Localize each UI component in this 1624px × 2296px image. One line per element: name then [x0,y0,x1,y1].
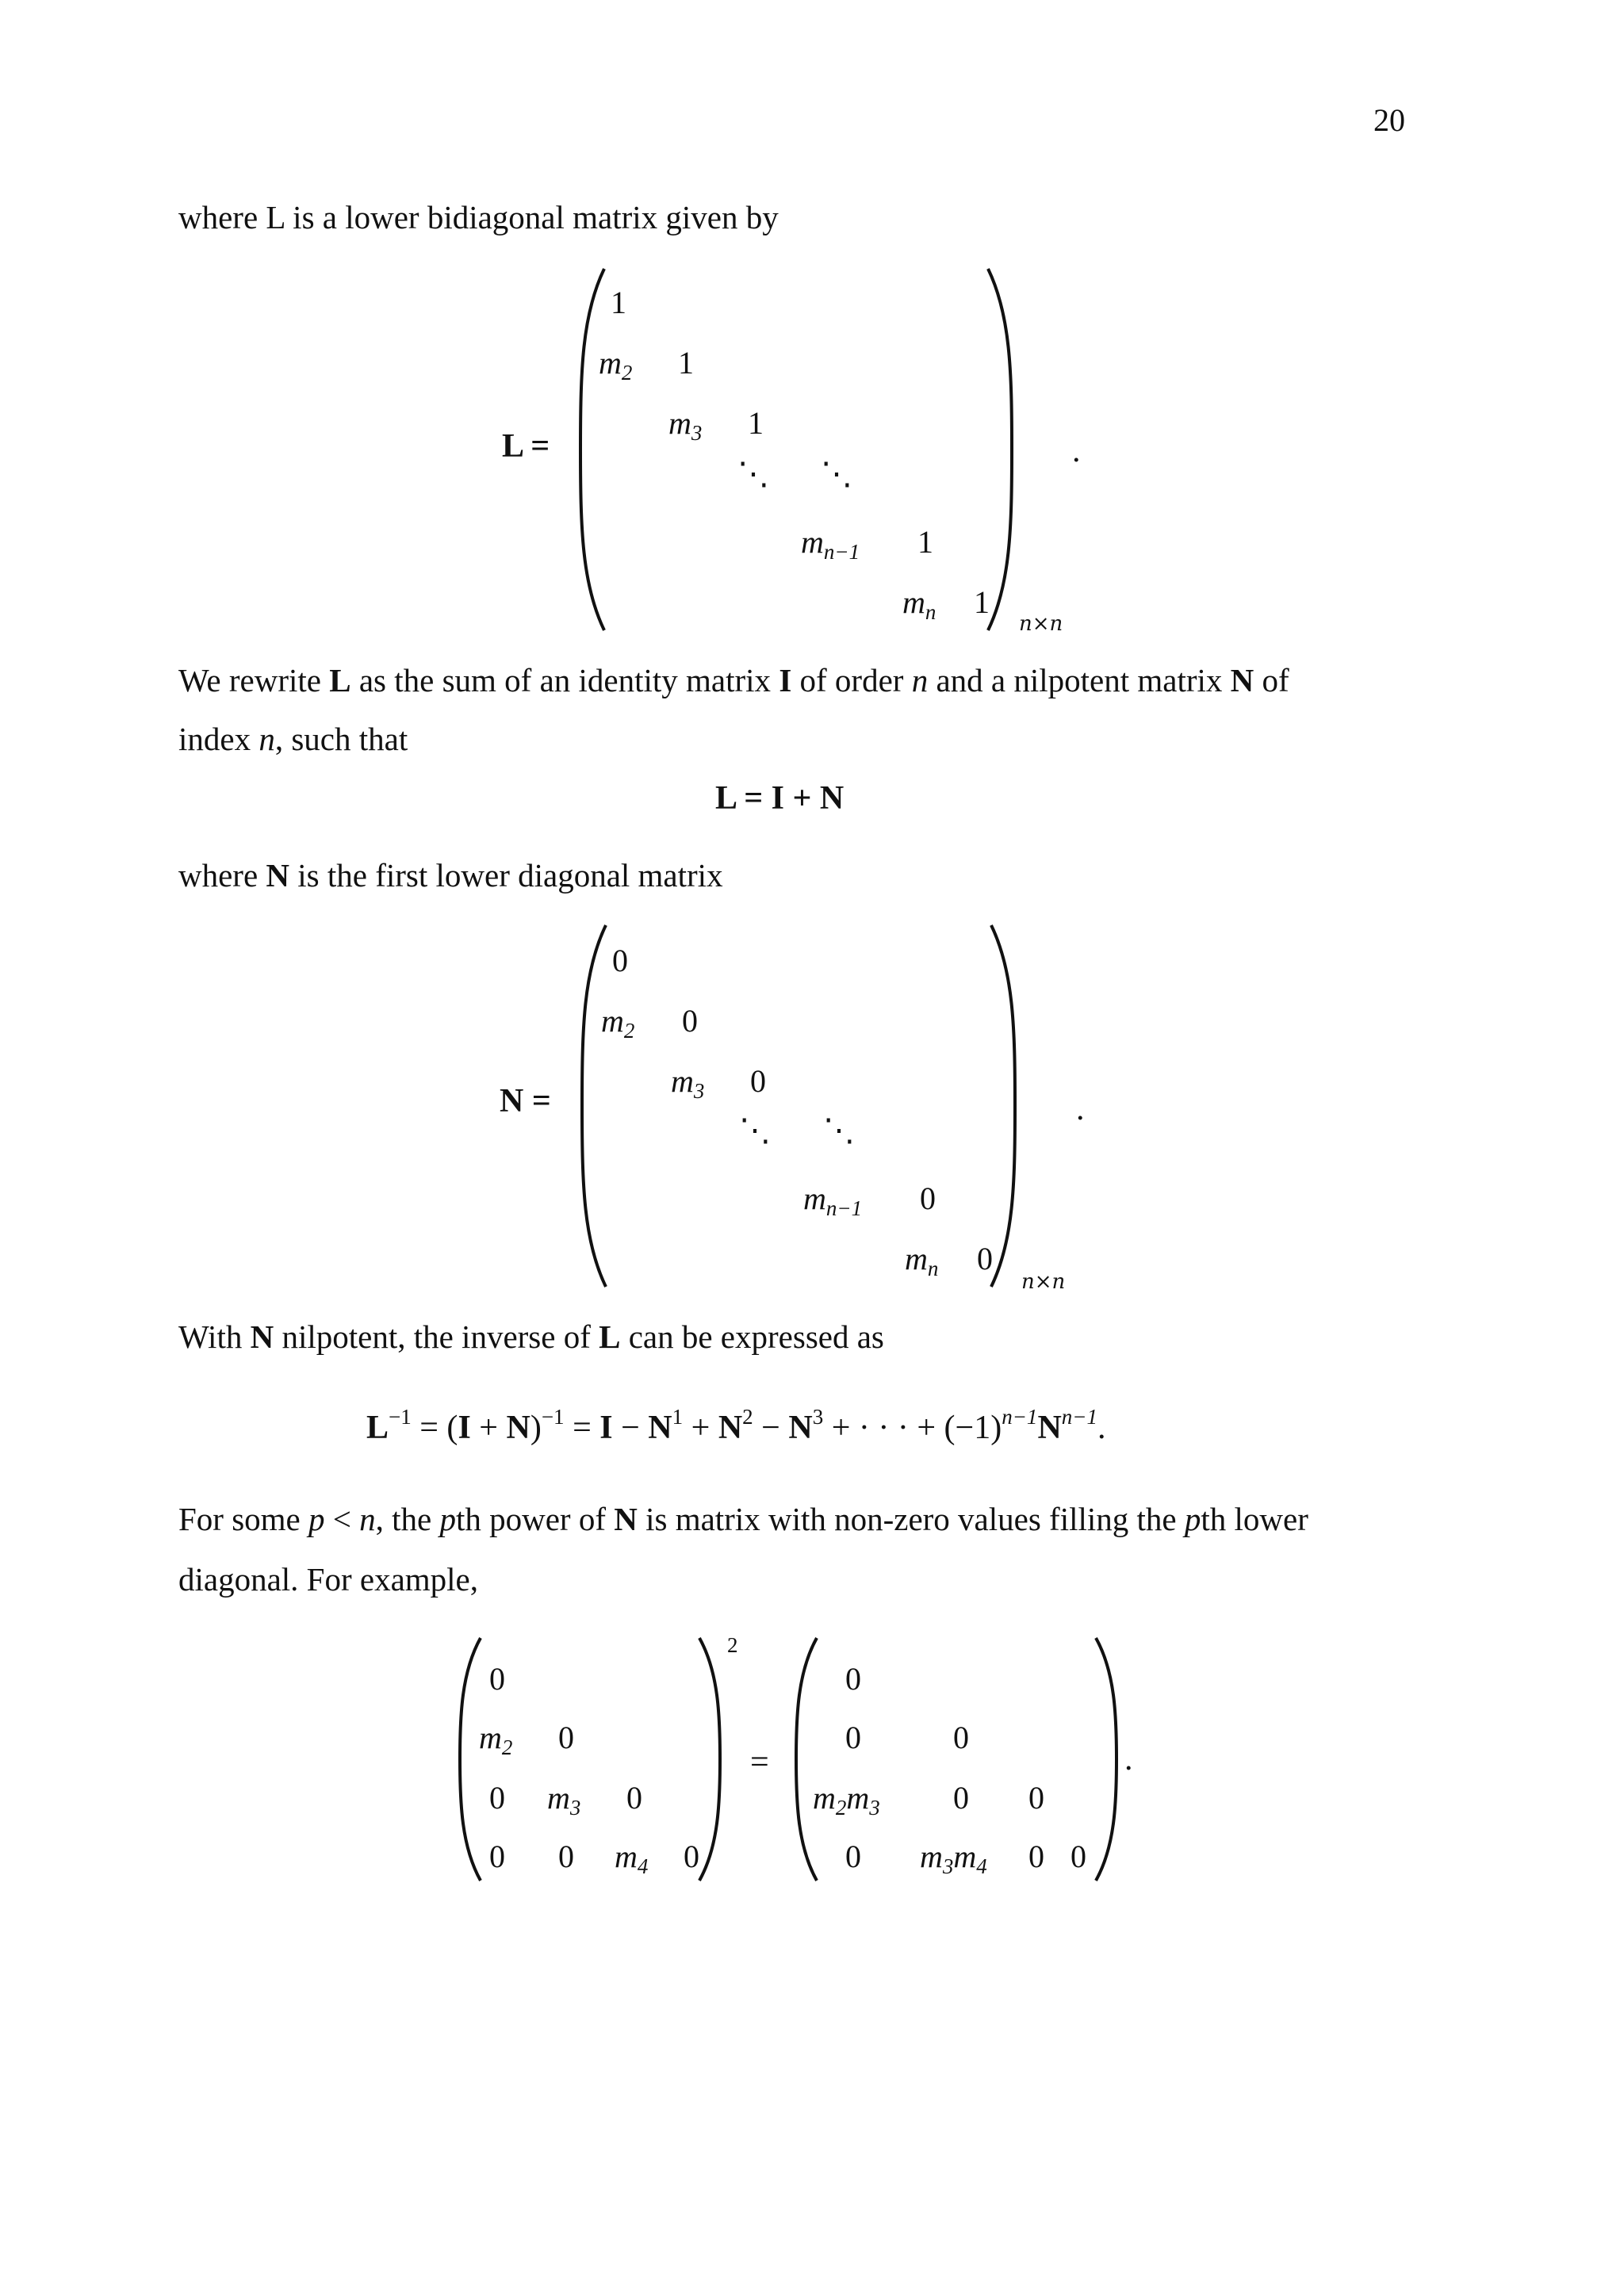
example-right-entry: 0 [953,1780,969,1816]
matrix-N-right-paren [986,924,1018,1288]
matrix-N-entry: 0 [750,1063,766,1099]
matrix-L-size: n×n [1019,612,1063,636]
matrix-N-period: . [1076,1091,1085,1127]
example-left-entry: 0 [626,1780,642,1816]
example-right-paren-close [1093,1636,1120,1882]
paragraph-2-line-1: We rewrite L as the sum of an identity matrix I of order n and a nilpotent matrix N of [178,662,1289,698]
matrix-N-dots: ⋱ [739,1112,771,1148]
matrix-L-right-paren [983,267,1015,632]
matrix-N-entry: 0 [612,943,628,978]
example-right-entry: $m_2m_3$ [813,1780,880,1820]
matrix-L-entry: 1 [974,584,990,620]
example-left-entry: 0 [684,1839,699,1874]
example-right-entry: 0 [1028,1839,1044,1874]
matrix-N-entry: 0 [920,1181,936,1216]
example-left-entry: 0 [489,1780,505,1816]
matrix-L-entry: 1 [917,524,933,560]
matrix-N-lhs: N = [500,1083,551,1119]
example-right-entry: 0 [953,1720,969,1755]
paragraph-4: With N nilpotent, the inverse of L can be expressed as [178,1318,884,1355]
example-left-entry: $m_3$ [547,1780,581,1820]
example-right-entry: 0 [1071,1839,1086,1874]
example-left-entry: 0 [558,1839,574,1874]
matrix-L-left-paren [577,267,609,632]
example-right-entry: 0 [845,1661,861,1697]
paragraph-2-line-2: index n, such that [178,721,408,757]
paragraph-1: where L is a lower bidiagonal matrix given by [178,199,779,235]
matrix-L-dots: ⋱ [737,456,769,492]
matrix-N-entry: $m_2$ [601,1003,635,1043]
example-right-entry: $m_3m_4$ [920,1839,987,1878]
example-right-entry: 0 [845,1839,861,1874]
paragraph-3: where N is the first lower diagonal matrix [178,857,723,894]
paragraph-5-line-1: For some p < n, the pth power of N is matrix with non-zero values filling the pth lower [178,1501,1308,1537]
example-left-entry: $m_4$ [615,1839,649,1878]
equation-L-sum: L = I + N [715,780,845,817]
example-left-paren-close [696,1636,723,1882]
matrix-N-size: n×n [1021,1270,1066,1294]
matrix-N-entry: 0 [977,1241,993,1276]
example-left-entry: 0 [558,1720,574,1755]
matrix-L-entry: 1 [611,285,626,320]
matrix-L-entry: $m_n$ [902,584,936,624]
example-power: 2 [727,1633,738,1657]
example-right-paren-open [793,1636,820,1882]
matrix-L-dots: ⋱ [821,456,852,492]
paragraph-5-line-2: diagonal. For example, [178,1561,479,1598]
example-left-entry: 0 [489,1839,505,1874]
matrix-N-entry: $m_{n-1}$ [803,1181,863,1220]
matrix-N-entry: $m_3$ [671,1063,705,1103]
equation-inverse: $L^{-1} = (I + N)^{-1} = I - N^1 + N^2 - N^3$ + · · · + $(-1)^{n-1}N^{n-1}$. [366,1405,1106,1446]
example-left-paren-open [457,1636,484,1882]
example-left-entry: 0 [489,1661,505,1697]
matrix-L-entry: 1 [748,405,764,441]
matrix-N-entry: $m_n$ [905,1241,939,1280]
matrix-L-entry: $m_3$ [668,405,703,445]
matrix-N-dots: ⋱ [823,1112,855,1148]
example-right-entry: 0 [1028,1780,1044,1816]
matrix-L-lhs: L = [502,428,550,465]
matrix-L-period: . [1072,433,1081,469]
matrix-N-entry: 0 [682,1003,698,1039]
example-equals: = [750,1744,769,1781]
example-period: . [1124,1741,1133,1777]
matrix-L-entry: $m_2$ [599,345,633,385]
page-number: 20 [1373,102,1405,138]
example-left-entry: $m_2$ [479,1720,513,1759]
example-right-entry: 0 [845,1720,861,1755]
matrix-L-entry: $m_{n-1}$ [801,524,860,564]
matrix-N-left-paren [579,924,611,1288]
matrix-L-entry: 1 [678,345,694,381]
